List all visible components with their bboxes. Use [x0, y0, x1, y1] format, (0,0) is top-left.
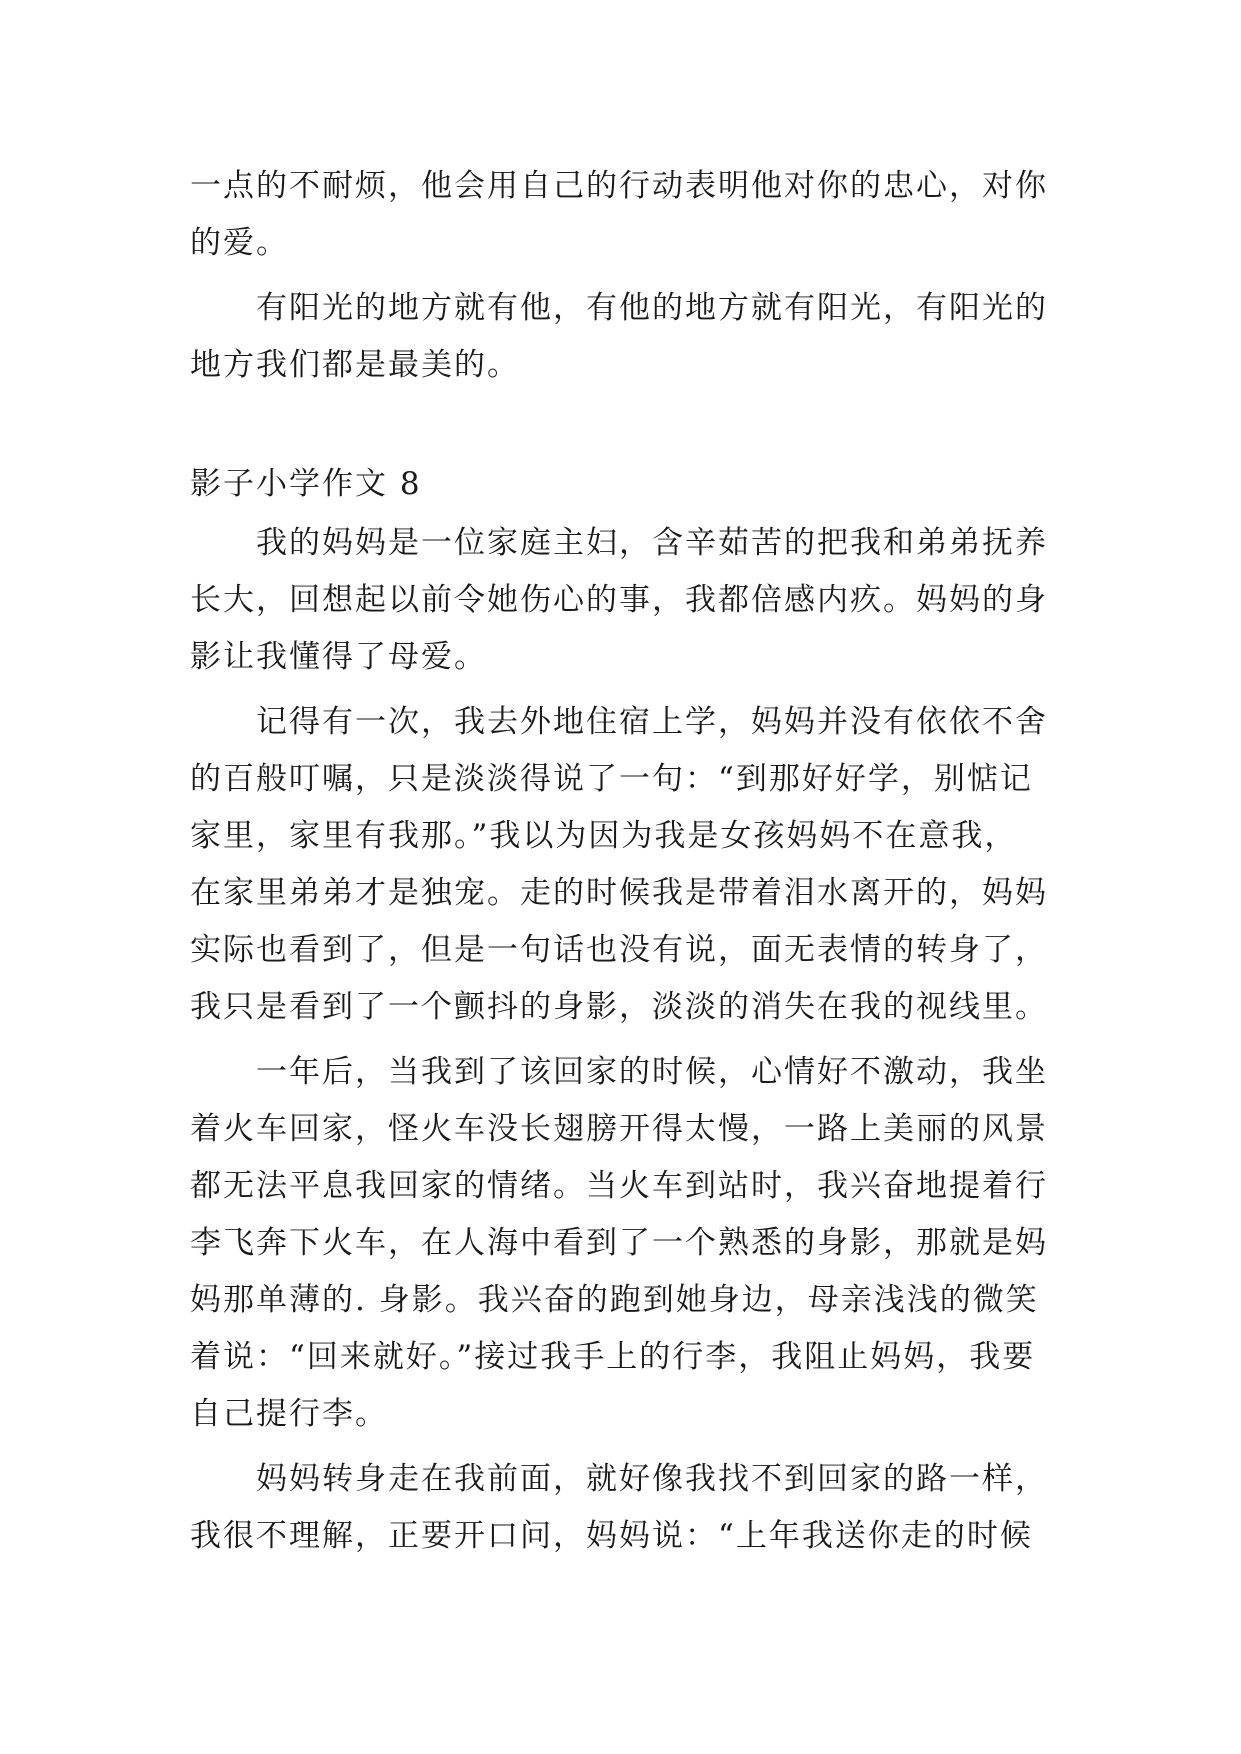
text-line: 着说：“回来就好。”接过我手上的行李，我阻止妈妈，我要: [190, 1339, 1036, 1375]
text-line: 妈妈转身走在我前面，就好像我找不到回家的路一样，: [256, 1461, 1048, 1497]
text-line: 我的妈妈是一位家庭主妇，含辛茹苦的把我和弟弟抚养: [256, 525, 1048, 561]
text-line: 我只是看到了一个颤抖的身影，淡淡的消失在我的视线里。: [190, 989, 1048, 1025]
text-line: 的爱。: [190, 225, 289, 261]
paragraph: [190, 280, 1060, 394]
paragraph: [190, 1451, 1060, 1565]
text-line: 李飞奔下火车，在人海中看到了一个熟悉的身影，那就是妈: [190, 1225, 1048, 1261]
text-line: 自己提行李。: [190, 1396, 388, 1432]
text-line: 妈那单薄的. 身影。我兴奋的跑到她身边，母亲浅浅的微笑: [190, 1282, 1039, 1318]
text-line: 家里，家里有我那。”我以为因为我是女孩妈妈不在意我，: [190, 818, 1018, 854]
text-line: 在家里弟弟才是独宠。走的时候我是带着泪水离开的，妈妈: [190, 875, 1048, 911]
paragraph: [190, 1044, 1060, 1443]
text-line: 一点的不耐烦，他会用自己的行动表明他对你的忠心，对你: [190, 168, 1048, 204]
text-line: 的百般叮嘱，只是淡淡得说了一句：“到那好好学，别惦记: [190, 761, 1033, 797]
text-line: 都无法平息我回家的情绪。当火车到站时，我兴奋地提着行: [190, 1168, 1048, 1204]
text-line: 记得有一次，我去外地住宿上学，妈妈并没有依依不舍: [256, 704, 1048, 740]
text-line: 长大，回想起以前令她伤心的事，我都倍感内疚。妈妈的身: [190, 582, 1048, 618]
text-line: 有阳光的地方就有他，有他的地方就有阳光，有阳光的: [256, 290, 1048, 326]
section-heading: 影子小学作文 8: [190, 466, 422, 502]
paragraph-continuation: [190, 158, 1060, 272]
document-body: [190, 158, 1060, 1565]
text-line: 实际也看到了，但是一句话也没有说，面无表情的转身了，: [190, 932, 1048, 968]
paragraph: [190, 515, 1060, 686]
text-line: 影让我懂得了母爱。: [190, 639, 487, 675]
text-line: 着火车回家，怪火车没长翅膀开得太慢，一路上美丽的风景: [190, 1111, 1048, 1147]
text-line: 一年后，当我到了该回家的时候，心情好不激动，我坐: [256, 1054, 1048, 1090]
paragraph: [190, 694, 1060, 1036]
text-line: 我很不理解，正要开口问，妈妈说：“上年我送你走的时候: [190, 1518, 1033, 1554]
text-line: 地方我们都是最美的。: [190, 347, 520, 383]
